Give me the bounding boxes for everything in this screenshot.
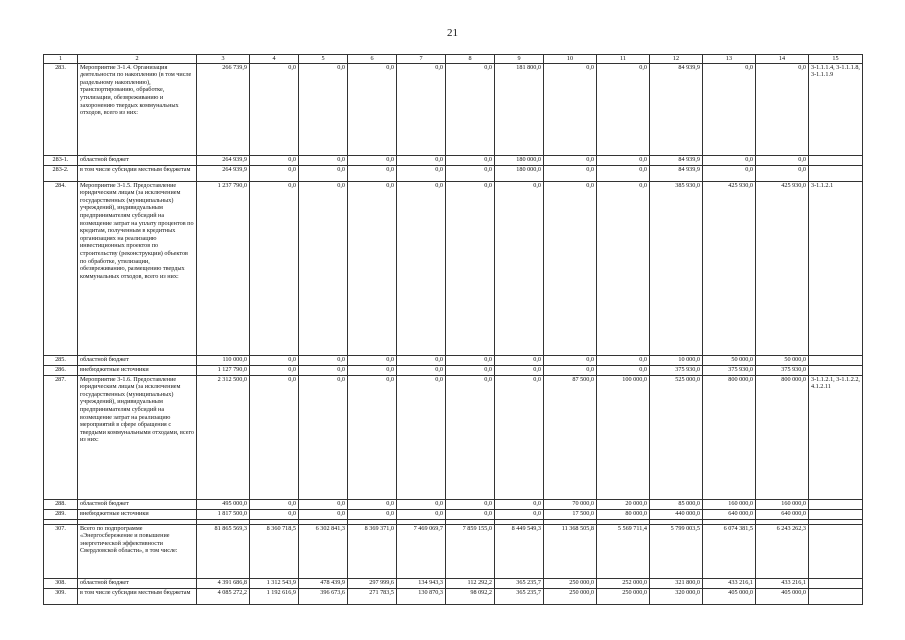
cell-year-2016: 297 999,6	[348, 578, 397, 588]
cell-year-2023: 425 930,0	[703, 181, 756, 355]
cell-year-2018: 0,0	[446, 509, 495, 519]
cell-year-2024: 800 000,0	[756, 375, 809, 499]
cell-year-2024: 405 000,0	[756, 588, 809, 604]
cell-year-2016: 0,0	[348, 365, 397, 375]
table-row	[44, 524, 863, 578]
cell-year-2018: 0,0	[446, 365, 495, 375]
cell-row-number: 285.	[44, 355, 78, 365]
column-number-row-number: 1	[44, 55, 78, 64]
cell-year-2016: 271 783,5	[348, 588, 397, 604]
cell-year-2014: 0,0	[250, 355, 299, 365]
cell-total: 110 000,0	[197, 355, 250, 365]
cell-year-2019: 0,0	[495, 355, 544, 365]
cell-year-2014: 8 360 718,5	[250, 524, 299, 578]
cell-total: 1 237 790,0	[197, 181, 250, 355]
cell-year-2015: 0,0	[299, 63, 348, 155]
cell-year-2018: 0,0	[446, 63, 495, 155]
cell-year-2014: 0,0	[250, 499, 299, 509]
cell-target-ref	[809, 509, 863, 519]
cell-year-2016: 8 369 371,0	[348, 524, 397, 578]
cell-year-2018: 7 859 155,0	[446, 524, 495, 578]
cell-year-2018: 0,0	[446, 181, 495, 355]
cell-year-2023: 800 000,0	[703, 375, 756, 499]
cell-total: 495 000,0	[197, 499, 250, 509]
cell-year-2014: 0,0	[250, 509, 299, 519]
cell-year-2019: 0,0	[495, 181, 544, 355]
column-number-year-2022: 12	[650, 55, 703, 64]
table-row	[44, 63, 863, 155]
cell-year-2022: 440 000,0	[650, 509, 703, 519]
cell-year-2024: 425 930,0	[756, 181, 809, 355]
cell-year-2024: 160 000,0	[756, 499, 809, 509]
cell-year-2014: 1 312 543,9	[250, 578, 299, 588]
cell-year-2018: 112 292,2	[446, 578, 495, 588]
cell-year-2015: 0,0	[299, 509, 348, 519]
cell-item-name: внебюджетные источники	[78, 509, 197, 519]
cell-year-2015: 0,0	[299, 181, 348, 355]
cell-year-2022: 85 000,0	[650, 499, 703, 509]
cell-row-number: 283.	[44, 63, 78, 155]
cell-total: 2 312 500,0	[197, 375, 250, 499]
column-number-row	[44, 55, 863, 64]
column-number-year-2021: 11	[597, 55, 650, 64]
cell-year-2016: 0,0	[348, 499, 397, 509]
cell-year-2016: 0,0	[348, 165, 397, 181]
cell-year-2017: 130 870,3	[397, 588, 446, 604]
cell-year-2016: 0,0	[348, 155, 397, 165]
cell-year-2014: 0,0	[250, 63, 299, 155]
cell-year-2024: 640 000,0	[756, 509, 809, 519]
cell-year-2020: 0,0	[544, 155, 597, 165]
cell-year-2017: 0,0	[397, 165, 446, 181]
cell-year-2017: 7 469 069,7	[397, 524, 446, 578]
cell-year-2015: 396 673,6	[299, 588, 348, 604]
cell-year-2018: 0,0	[446, 355, 495, 365]
table-row	[44, 155, 863, 165]
column-number-year-2020: 10	[544, 55, 597, 64]
table-row	[44, 375, 863, 499]
cell-year-2021: 0,0	[597, 365, 650, 375]
cell-year-2016: 0,0	[348, 63, 397, 155]
cell-year-2023: 6 074 381,5	[703, 524, 756, 578]
cell-year-2019: 0,0	[495, 509, 544, 519]
cell-year-2016: 0,0	[348, 355, 397, 365]
cell-year-2019: 8 449 549,3	[495, 524, 544, 578]
cell-year-2019: 0,0	[495, 365, 544, 375]
cell-target-ref	[809, 524, 863, 578]
cell-year-2015: 0,0	[299, 355, 348, 365]
cell-year-2020: 0,0	[544, 165, 597, 181]
table-row	[44, 509, 863, 519]
cell-year-2018: 0,0	[446, 375, 495, 499]
table-row	[44, 588, 863, 604]
column-number-year-2017: 7	[397, 55, 446, 64]
cell-year-2021: 0,0	[597, 63, 650, 155]
cell-item-name: областной бюджет	[78, 155, 197, 165]
cell-total: 81 865 569,3	[197, 524, 250, 578]
cell-year-2024: 0,0	[756, 63, 809, 155]
cell-year-2017: 0,0	[397, 499, 446, 509]
cell-year-2014: 0,0	[250, 181, 299, 355]
table-row	[44, 165, 863, 181]
cell-year-2017: 0,0	[397, 355, 446, 365]
cell-year-2017: 0,0	[397, 63, 446, 155]
cell-year-2024: 0,0	[756, 155, 809, 165]
cell-year-2016: 0,0	[348, 181, 397, 355]
cell-year-2020: 0,0	[544, 63, 597, 155]
cell-item-name: Мероприятие 3-1.6. Предоставление юридическим лицам (за исключением государственных (муниципальных) учреждений), индивидуальным предпринимателям субсидий на возмещение затрат на реализацию мероприятий в сфере обращения с твердыми коммунальными отходами, всего из них:	[78, 375, 197, 499]
cell-year-2023: 0,0	[703, 165, 756, 181]
column-number-year-2016: 6	[348, 55, 397, 64]
cell-item-name: Мероприятие 3-1.4. Организация деятельности по накоплению (в том числе раздельному накоплению), транспортированию, обработке, утилизации, обезвреживанию и захоронению твердых коммунальных отходов, всего из них:	[78, 63, 197, 155]
cell-year-2019: 180 000,0	[495, 165, 544, 181]
cell-year-2018: 0,0	[446, 499, 495, 509]
cell-year-2017: 0,0	[397, 509, 446, 519]
cell-year-2021: 252 000,0	[597, 578, 650, 588]
cell-year-2023: 405 000,0	[703, 588, 756, 604]
column-number-year-2023: 13	[703, 55, 756, 64]
column-number-year-2018: 8	[446, 55, 495, 64]
cell-year-2020: 250 000,0	[544, 578, 597, 588]
cell-item-name: областной бюджет	[78, 355, 197, 365]
cell-year-2018: 0,0	[446, 155, 495, 165]
cell-year-2022: 321 800,0	[650, 578, 703, 588]
cell-year-2015: 0,0	[299, 155, 348, 165]
cell-year-2020: 11 368 505,8	[544, 524, 597, 578]
cell-item-name: областной бюджет	[78, 499, 197, 509]
cell-year-2023: 375 930,0	[703, 365, 756, 375]
cell-year-2023: 50 000,0	[703, 355, 756, 365]
column-number-target-ref: 15	[809, 55, 863, 64]
cell-year-2024: 375 930,0	[756, 365, 809, 375]
cell-year-2018: 98 092,2	[446, 588, 495, 604]
cell-item-name: в том числе субсидии местным бюджетам	[78, 588, 197, 604]
cell-year-2019: 0,0	[495, 375, 544, 499]
cell-year-2014: 0,0	[250, 375, 299, 499]
table-row	[44, 365, 863, 375]
cell-year-2019: 181 800,0	[495, 63, 544, 155]
cell-row-number: 288.	[44, 499, 78, 509]
cell-year-2017: 134 943,3	[397, 578, 446, 588]
cell-year-2015: 478 439,9	[299, 578, 348, 588]
cell-total: 1 817 500,0	[197, 509, 250, 519]
cell-year-2016: 0,0	[348, 509, 397, 519]
cell-row-number: 286.	[44, 365, 78, 375]
cell-year-2018: 0,0	[446, 165, 495, 181]
table-row	[44, 499, 863, 509]
cell-year-2020: 250 000,0	[544, 588, 597, 604]
cell-year-2019: 180 000,0	[495, 155, 544, 165]
cell-year-2020: 70 000,0	[544, 499, 597, 509]
cell-total: 4 391 686,8	[197, 578, 250, 588]
column-number-year-2015: 5	[299, 55, 348, 64]
cell-target-ref	[809, 588, 863, 604]
cell-year-2017: 0,0	[397, 155, 446, 165]
cell-year-2020: 0,0	[544, 365, 597, 375]
cell-year-2021: 0,0	[597, 155, 650, 165]
budget-table	[43, 54, 863, 605]
column-number-item-name: 2	[78, 55, 197, 64]
cell-row-number: 283-2.	[44, 165, 78, 181]
cell-year-2021: 100 000,0	[597, 375, 650, 499]
cell-year-2014: 0,0	[250, 165, 299, 181]
cell-year-2023: 0,0	[703, 155, 756, 165]
cell-year-2024: 6 243 262,3	[756, 524, 809, 578]
cell-target-ref	[809, 355, 863, 365]
cell-item-name: внебюджетные источники	[78, 365, 197, 375]
cell-year-2023: 640 000,0	[703, 509, 756, 519]
cell-total: 264 939,9	[197, 155, 250, 165]
page-number: 21	[447, 27, 458, 39]
cell-year-2020: 87 500,0	[544, 375, 597, 499]
cell-year-2022: 320 000,0	[650, 588, 703, 604]
column-number-total: 3	[197, 55, 250, 64]
cell-item-name: Всего по подпрограмме «Энергосбережение и повышение энергетической эффективности Свердловской области», в том числе:	[78, 524, 197, 578]
cell-year-2021: 20 000,0	[597, 499, 650, 509]
cell-row-number: 283-1.	[44, 155, 78, 165]
cell-year-2015: 6 302 841,3	[299, 524, 348, 578]
cell-year-2023: 0,0	[703, 63, 756, 155]
cell-year-2021: 0,0	[597, 181, 650, 355]
cell-row-number: 289.	[44, 509, 78, 519]
cell-year-2022: 525 000,0	[650, 375, 703, 499]
cell-target-ref	[809, 165, 863, 181]
cell-year-2022: 375 930,0	[650, 365, 703, 375]
cell-year-2022: 84 939,9	[650, 155, 703, 165]
cell-target-ref: 3-1.1.2.1	[809, 181, 863, 355]
cell-year-2021: 80 000,0	[597, 509, 650, 519]
cell-target-ref	[809, 578, 863, 588]
cell-target-ref	[809, 365, 863, 375]
cell-year-2022: 84 939,9	[650, 63, 703, 155]
cell-year-2017: 0,0	[397, 375, 446, 499]
cell-item-name: Мероприятие 3-1.5. Предоставление юридическим лицам (за исключением государственных (муниципальных) учреждений), индивидуальным предпринимателям субсидий на возмещение затрат на уплату процентов по кредитам, полученным в кредитных организациях на реализацию инвестиционных проектов по строительству (реконструкции) объектов по обработке, утилизации, обезвреживанию, размещению твердых коммунальных отходов, всего из них:	[78, 181, 197, 355]
cell-row-number: 309.	[44, 588, 78, 604]
cell-total: 4 085 272,2	[197, 588, 250, 604]
cell-year-2024: 433 216,1	[756, 578, 809, 588]
cell-year-2021: 0,0	[597, 355, 650, 365]
cell-year-2014: 0,0	[250, 365, 299, 375]
cell-target-ref: 3-1.1.2.1, 3-1.1.2.2, 4.1.2.11	[809, 375, 863, 499]
cell-year-2021: 250 000,0	[597, 588, 650, 604]
cell-year-2019: 0,0	[495, 499, 544, 509]
column-number-year-2014: 4	[250, 55, 299, 64]
cell-row-number: 287.	[44, 375, 78, 499]
cell-year-2022: 84 939,9	[650, 165, 703, 181]
cell-year-2024: 0,0	[756, 165, 809, 181]
cell-item-name: в том числе субсидии местным бюджетам	[78, 165, 197, 181]
cell-year-2015: 0,0	[299, 165, 348, 181]
cell-year-2023: 433 216,1	[703, 578, 756, 588]
cell-year-2021: 5 569 711,4	[597, 524, 650, 578]
cell-target-ref	[809, 155, 863, 165]
cell-total: 1 127 790,0	[197, 365, 250, 375]
cell-year-2015: 0,0	[299, 375, 348, 499]
cell-total: 264 939,9	[197, 165, 250, 181]
cell-year-2023: 160 000,0	[703, 499, 756, 509]
cell-year-2020: 0,0	[544, 355, 597, 365]
column-number-year-2019: 9	[495, 55, 544, 64]
cell-year-2019: 365 235,7	[495, 578, 544, 588]
cell-year-2022: 10 000,0	[650, 355, 703, 365]
cell-item-name: областной бюджет	[78, 578, 197, 588]
cell-year-2024: 50 000,0	[756, 355, 809, 365]
cell-year-2014: 1 192 616,9	[250, 588, 299, 604]
column-number-year-2024: 14	[756, 55, 809, 64]
cell-year-2022: 385 930,0	[650, 181, 703, 355]
cell-target-ref: 3-1.1.1.4, 3-1.1.1.8, 3-1.1.1.9	[809, 63, 863, 155]
cell-row-number: 284.	[44, 181, 78, 355]
cell-year-2022: 5 799 003,5	[650, 524, 703, 578]
cell-year-2020: 0,0	[544, 181, 597, 355]
cell-year-2014: 0,0	[250, 155, 299, 165]
cell-year-2021: 0,0	[597, 165, 650, 181]
cell-row-number: 308.	[44, 578, 78, 588]
cell-total: 266 739,9	[197, 63, 250, 155]
table-row	[44, 181, 863, 355]
table-row	[44, 578, 863, 588]
cell-year-2019: 365 235,7	[495, 588, 544, 604]
cell-year-2016: 0,0	[348, 375, 397, 499]
cell-year-2017: 0,0	[397, 181, 446, 355]
cell-year-2015: 0,0	[299, 499, 348, 509]
cell-row-number: 307.	[44, 524, 78, 578]
table-row	[44, 355, 863, 365]
cell-year-2020: 17 500,0	[544, 509, 597, 519]
cell-year-2017: 0,0	[397, 365, 446, 375]
cell-target-ref	[809, 499, 863, 509]
cell-year-2015: 0,0	[299, 365, 348, 375]
